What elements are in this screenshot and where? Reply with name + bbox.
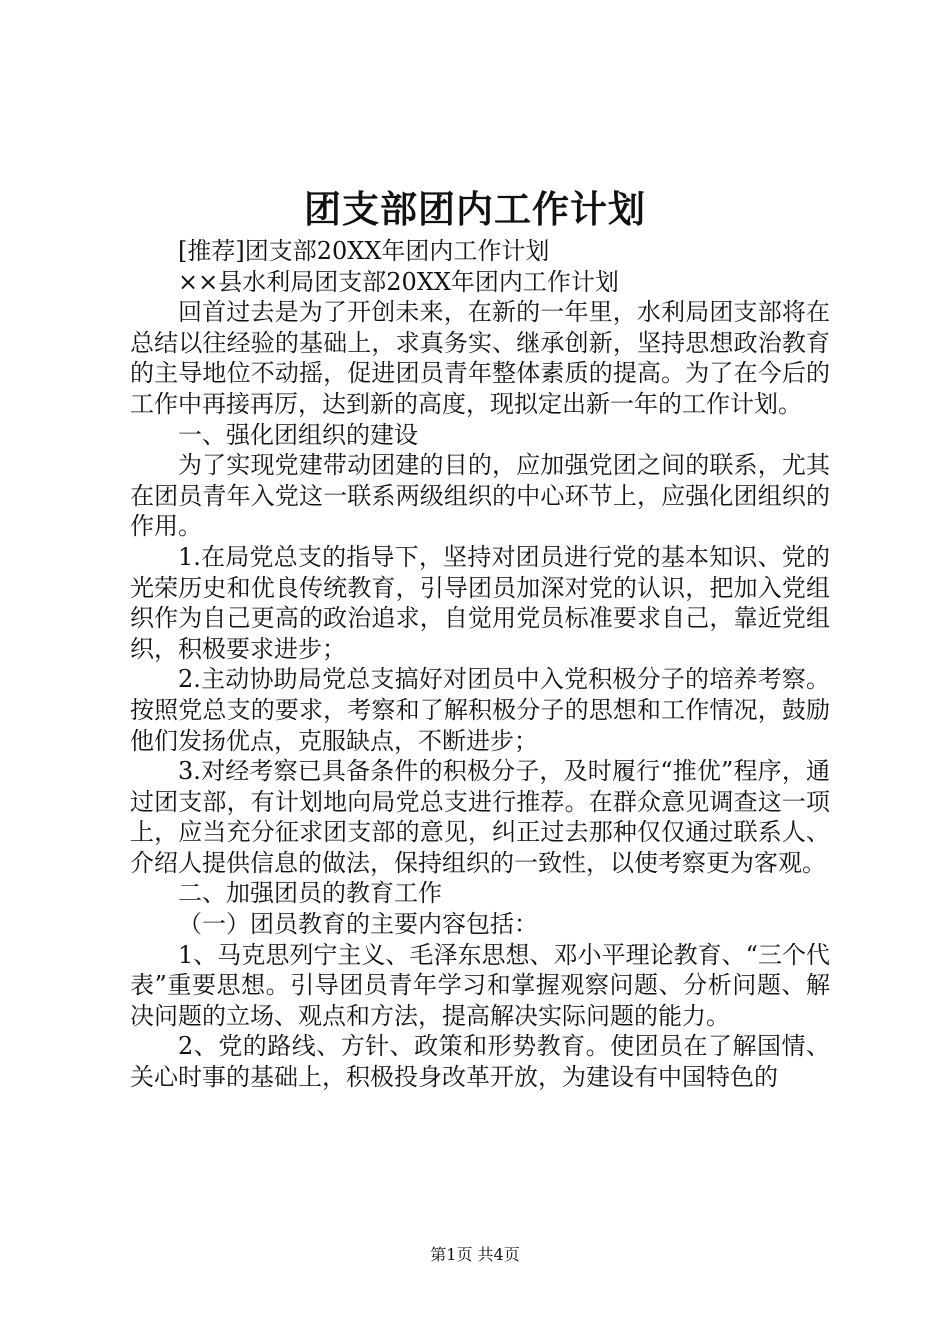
section-heading-1: 一、强化团组织的建设 — [178, 420, 418, 449]
paragraph-section-1-intro: 为了实现党建带动团建的目的，应加强党团之间的联系，尤其在团员青年入党这一联系两级组织的中心环节上，应强化团组织的作用。 — [130, 451, 830, 541]
page-number-footer: 第1页 共4页 — [430, 1245, 520, 1264]
document-body — [130, 236, 830, 1093]
paragraph-education-item-2: 2、党的路线、方针、政策和形势教育。使团员在了解国情、关心时事的基础上，积极投身改革开放，为建设有中国特色的 — [130, 1032, 830, 1092]
paragraph-education-item-1: 1、马克思列宁主义、毛泽东思想、邓小平理论教育、“三个代表”重要思想。引导团员青年学习和掌握观察问题、分析问题、解决问题的立场、观点和方法，提高解决实际问题的能力。 — [130, 940, 830, 1030]
document-title: 团支部团内工作计划 — [304, 187, 646, 231]
paragraph-recommend-heading: [推荐]团支部20XX年团内工作计划 — [178, 237, 550, 265]
paragraph-intro: 回首过去是为了开创未来，在新的一年里，水利局团支部将在总结以往经验的基础上，求真务实、继承创新，坚持思想政治教育的主导地位不动摇，促进团员青年整体素质的提高。为了在今后的工作中再接再厉，达到新的高度，现拟定出新一年的工作计划。 — [130, 298, 830, 418]
subsection-heading-1: （一）团员教育的主要内容包括： — [178, 910, 538, 939]
paragraph-item-1: 1.在局党总支的指导下，坚持对团员进行党的基本知识、党的光荣历史和优良传统教育，引导团员加深对党的认识，把加入党组织作为自己更高的政治追求，自觉用党员标准要求自己，靠近党组织，积极要求进步； — [130, 542, 830, 663]
section-heading-2: 二、加强团员的教育工作 — [178, 879, 442, 908]
paragraph-item-3: 3.对经考察已具备条件的积极分子，及时履行“推优”程序，通过团支部，有计划地向局党总支进行推荐。在群众意见调查这一项上，应当充分征求团支部的意见，纠正过去那种仅仅通过联系人、介绍人提供信息的做法，保持组织的一致性，以使考察更为客观。 — [130, 757, 830, 877]
paragraph-plan-subtitle: ××县水利局团支部20XX年团内工作计划 — [178, 267, 619, 296]
paragraph-item-2: 2.主动协助局党总支搞好对团员中入党积极分子的培养考察。按照党总支的要求，考察和了解积极分子的思想和工作情况，鼓励他们发扬优点，克服缺点，不断进步； — [130, 665, 830, 755]
